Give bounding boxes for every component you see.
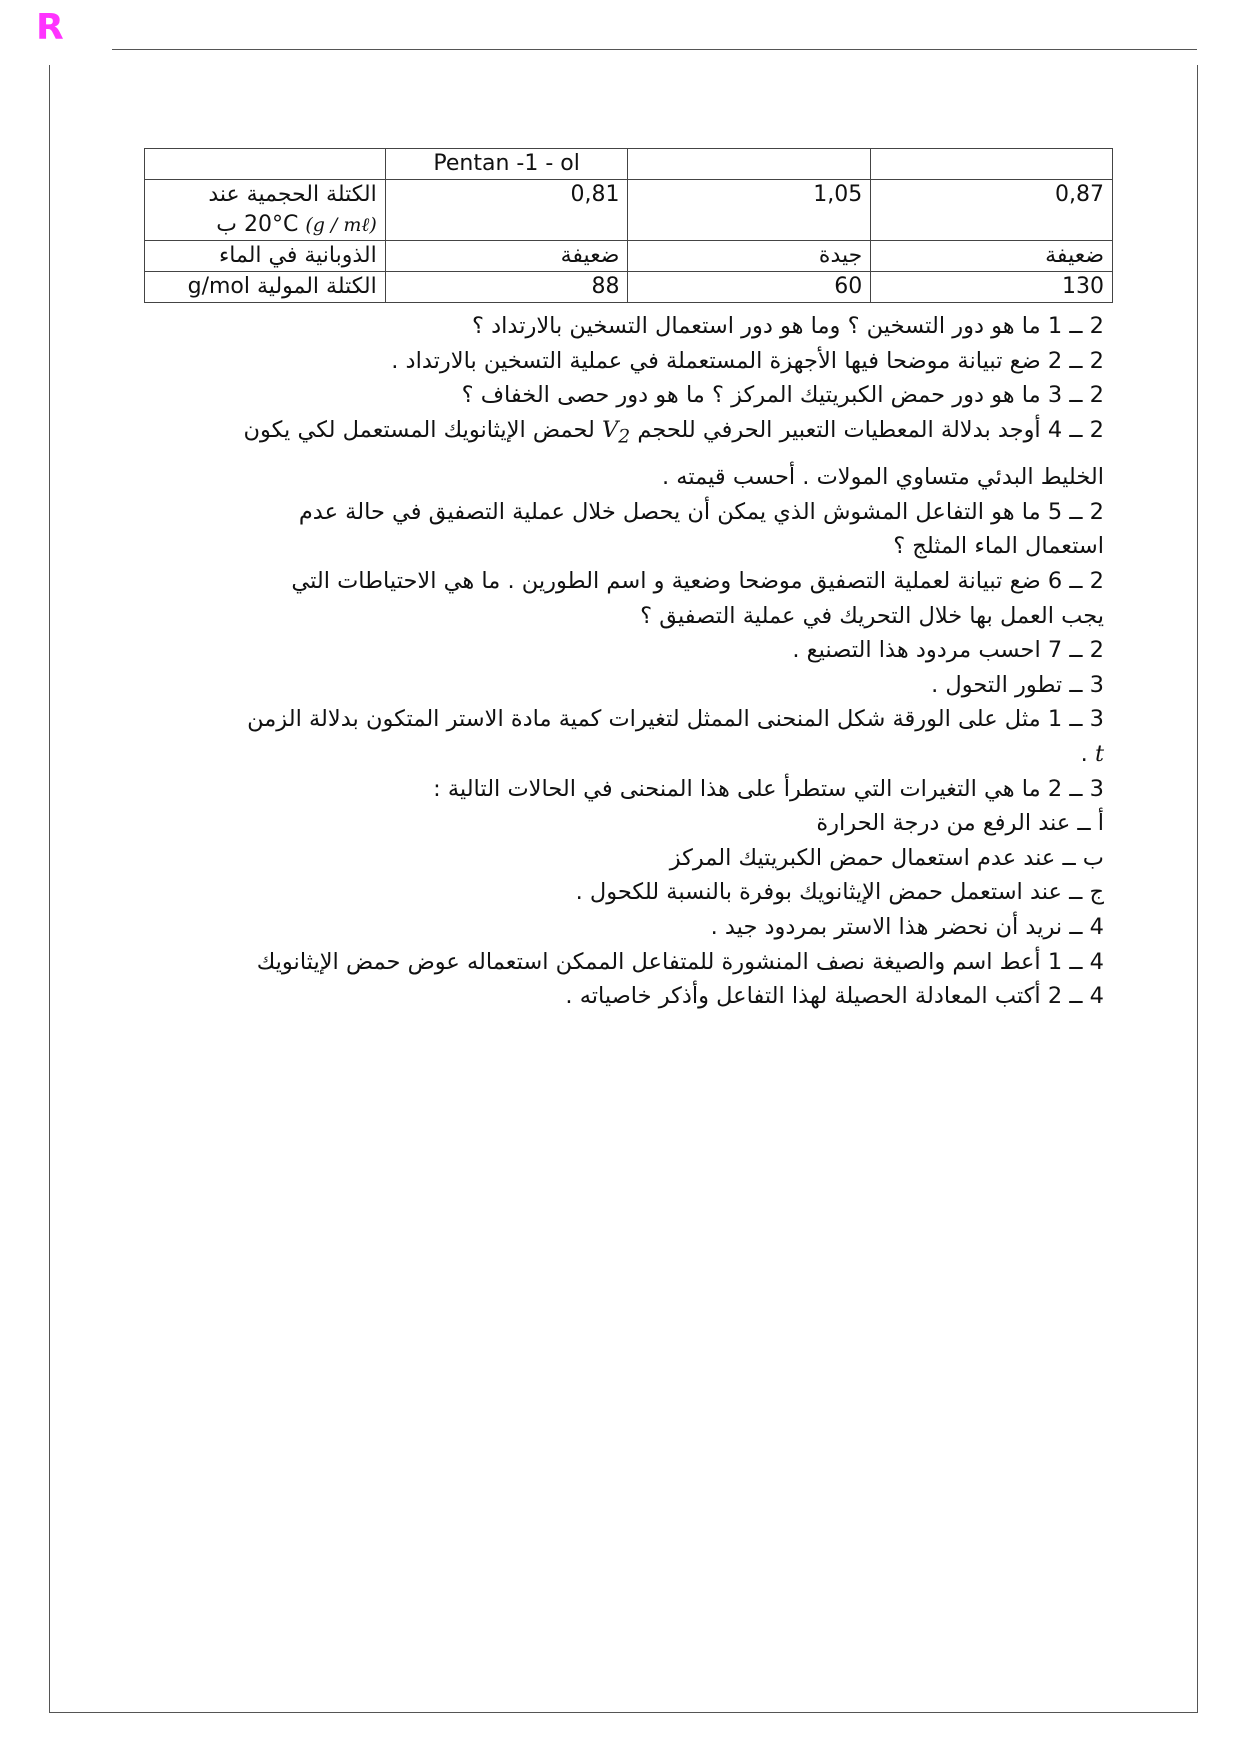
- question-2-4-continued: الخليط البدئي متساوي المولات . أحسب قيمته .: [661, 464, 1104, 491]
- table-row: [145, 180, 1113, 241]
- table-cell: 130: [871, 272, 1113, 303]
- table-row: [145, 241, 1113, 272]
- question-2-3: 2 ــ 3 ما هو دور حمض الكبريتيك المركز ؟ ما هو دور حصى الخفاف ؟: [461, 382, 1104, 409]
- table-cell: 60: [628, 272, 871, 303]
- question-2-4: [150, 407, 1104, 461]
- table-header-cell: [628, 149, 871, 180]
- table-cell: ضعيفة: [385, 241, 628, 272]
- question-4-1: 4 ــ 1 أعط اسم والصيغة نصف المنشورة للمتفاعل الممكن استعماله عوض حمض الإيثانويك: [256, 948, 1104, 975]
- question-2-5: 2 ــ 5 ما هو التفاعل المشوش الذي يمكن أن يحصل خلال عملية التصفيق في حالة عدم: [298, 498, 1104, 525]
- density-unit: (g / mℓ): [305, 214, 377, 236]
- volume-symbol: [602, 416, 631, 448]
- question-2-2: 2 ــ 2 ضع تبيانة موضحا فيها الأجهزة المستعملة في عملية التسخين بالارتداد .: [391, 347, 1104, 374]
- question-2-7: 2 ــ 7 احسب مردود هذا التصنيع .: [792, 637, 1104, 664]
- table-cell: 0,81: [385, 180, 628, 241]
- question-3-2: 3 ــ 2 ما هي التغيرات التي ستطرأ على هذا المنحنى في الحالات التالية :: [433, 775, 1104, 802]
- table-cell: ضعيفة: [871, 241, 1113, 272]
- header-rule: [112, 49, 1197, 50]
- logo: R: [36, 7, 64, 48]
- table-cell: 0,87: [871, 180, 1113, 241]
- row-label-density: [145, 180, 386, 241]
- question-2-4-part-a: 2 ــ 4 أوجد بدلالة المعطيات التعبير الحرفي للحجم: [637, 416, 1104, 443]
- table-cell: جيدة: [628, 241, 871, 272]
- question-2-1: 2 ــ 1 ما هو دور التسخين ؟ وما هو دور استعمال التسخين بالارتداد ؟: [472, 313, 1104, 339]
- volume-letter: V: [602, 416, 619, 443]
- row-label-solubility: الذوبانية في الماء: [145, 241, 386, 272]
- table-cell: 88: [385, 272, 628, 303]
- question-3-1: 3 ــ 1 مثل على الورقة شكل المنحنى الممثل لتغيرات كمية مادة الاستر المتكون بدلالة الزمن: [247, 706, 1104, 733]
- section-3-heading: 3 ــ تطور التحول .: [931, 671, 1104, 698]
- table-row: [145, 272, 1113, 303]
- table-header-cell: [145, 149, 386, 180]
- question-2-4-part-b: لحمض الإيثانويك المستعمل لكي يكون: [243, 416, 595, 443]
- properties-table: [144, 148, 1113, 303]
- table-header-cell: Pentan -1 - ol: [385, 149, 628, 180]
- table-cell: 1,05: [628, 180, 871, 241]
- question-2-5-continued: استعمال الماء المثلج ؟: [893, 533, 1104, 560]
- table-header-cell: [871, 149, 1113, 180]
- questions-list: [150, 309, 1104, 1014]
- row-label-molar-mass: الكتلة المولية g/mol: [145, 272, 386, 303]
- question-3-1-continued: t .: [1080, 741, 1104, 768]
- question-2-6-continued: يجب العمل بها خلال التحريك في عملية التصفيق ؟: [640, 602, 1104, 629]
- volume-subscript: 2: [618, 426, 631, 448]
- density-temperature: 20°C ب: [216, 212, 299, 237]
- question-3-2-b: ب ــ عند عدم استعمال حمض الكبريتيك المركز: [669, 844, 1104, 871]
- question-3-2-a: أ ــ عند الرفع من درجة الحرارة: [816, 810, 1104, 837]
- question-2-6: 2 ــ 6 ضع تبيانة لعملية التصفيق موضحا وضعية و اسم الطورين . ما هي الاحتياطات التي: [291, 568, 1104, 595]
- time-symbol: t: [1094, 741, 1104, 768]
- question-3-2-c: ج ــ عند استعمل حمض الإيثانويك بوفرة بالنسبة للكحول .: [575, 879, 1104, 906]
- section-4-heading: 4 ــ نريد أن نحضر هذا الاستر بمردود جيد .: [710, 914, 1104, 940]
- question-4-2: 4 ــ 2 أكتب المعادلة الحصيلة لهذا التفاعل وأذكر خاصياته .: [565, 983, 1104, 1010]
- table-header-row: [145, 149, 1113, 180]
- density-label-line2: [153, 210, 377, 240]
- density-label-line1: الكتلة الحجمية عند: [208, 182, 377, 207]
